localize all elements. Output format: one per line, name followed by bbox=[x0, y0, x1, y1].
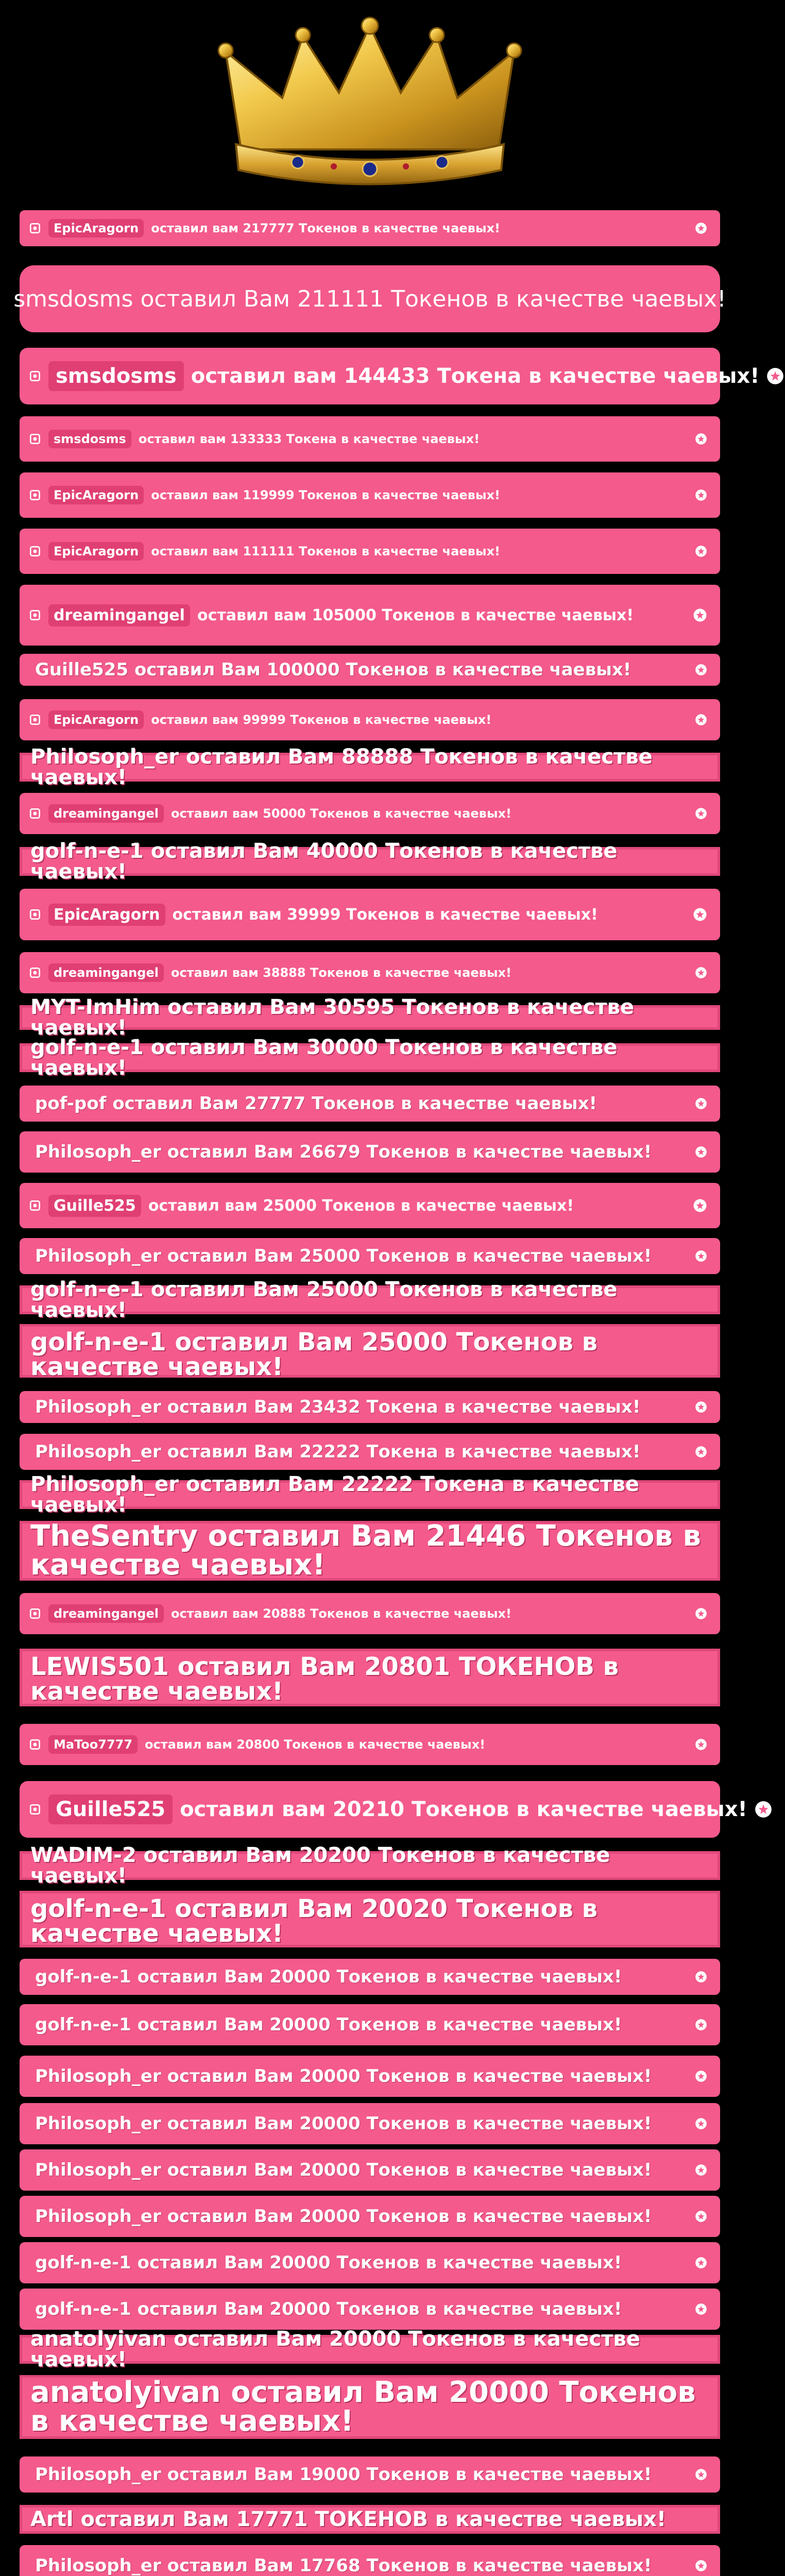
token-icon bbox=[29, 966, 42, 979]
tip-notification bbox=[20, 839, 720, 884]
tip-message: Artl оставил Вам 17771 ТОКЕНОВ в качестве чаевых! bbox=[30, 2507, 667, 2531]
tip-badge-icon bbox=[694, 222, 708, 235]
tip-message: оставил вам 20800 Токенов в качестве чаевых! bbox=[145, 1737, 486, 1752]
tip-notification bbox=[20, 1131, 720, 1173]
token-icon bbox=[29, 545, 42, 558]
tip-message: Guille525 оставил Вам 100000 Токенов в качестве чаевых! bbox=[35, 659, 632, 680]
token-icon bbox=[29, 222, 42, 235]
tip-badge-icon bbox=[754, 1800, 773, 1819]
tip-notification bbox=[20, 745, 720, 789]
token-icon bbox=[29, 807, 42, 820]
tip-message: Philosoph_er оставил Вам 25000 Токенов в качестве чаевых! bbox=[35, 1246, 652, 1266]
tip-notification bbox=[20, 995, 720, 1040]
tip-message: Philosoph_er оставил Вам 23432 Токена в качестве чаевых! bbox=[35, 1397, 641, 1417]
username-chip[interactable]: smsdosms bbox=[48, 361, 184, 391]
tip-message: golf-n-e-1 оставил Вам 20000 Токенов в качестве чаевых! bbox=[35, 1967, 622, 1987]
username-chip[interactable]: dreamingangel bbox=[48, 604, 190, 626]
tip-notification bbox=[20, 529, 720, 574]
username-chip[interactable]: EpicAragorn bbox=[48, 219, 144, 238]
tip-notification bbox=[20, 2456, 720, 2493]
tip-notification bbox=[20, 889, 720, 940]
tip-notification bbox=[20, 1036, 720, 1080]
tip-notification bbox=[20, 2505, 720, 2534]
tip-badge-icon bbox=[694, 488, 708, 502]
tip-message: golf-n-e-1 оставил Вам 40000 Токенов в качестве чаевых! bbox=[30, 839, 618, 884]
tip-notification bbox=[20, 2289, 720, 2330]
tip-notification bbox=[20, 952, 720, 993]
tip-message: WADIM-2 оставил Вам 20200 Токенов в качестве чаевых! bbox=[30, 1843, 610, 1888]
tip-notification bbox=[20, 1781, 747, 1838]
tip-badge-icon bbox=[692, 1198, 708, 1213]
tip-notification bbox=[20, 1649, 720, 1706]
tip-message: golf-n-e-1 оставил Вам 30000 Токенов в качестве чаевых! bbox=[30, 1036, 618, 1080]
tip-badge-icon bbox=[765, 366, 785, 386]
tip-badge-icon bbox=[694, 2256, 708, 2269]
tip-message: Philosoph_er оставил Вам 20000 Токенов в качестве чаевых! bbox=[35, 2113, 652, 2134]
token-icon bbox=[29, 432, 42, 446]
tip-badge-icon bbox=[692, 907, 708, 922]
tip-notification bbox=[20, 1472, 720, 1517]
tip-notification bbox=[20, 1521, 720, 1581]
tip-message: оставил вам 105000 Токенов в качестве чаевых! bbox=[197, 606, 634, 624]
tip-notification bbox=[20, 1238, 720, 1274]
tip-badge-icon bbox=[694, 545, 708, 558]
tip-badge-icon bbox=[694, 663, 708, 676]
tip-notification bbox=[20, 1724, 720, 1765]
token-icon bbox=[29, 1199, 42, 1212]
tip-notification bbox=[20, 210, 720, 246]
tip-message: Philosoph_er оставил Вам 22222 Токена в качестве чаевых! bbox=[35, 1442, 641, 1462]
tip-notification bbox=[20, 2149, 720, 2191]
tip-notification bbox=[20, 654, 720, 686]
tip-message: Philosoph_er оставил Вам 19000 Токенов в качестве чаевых! bbox=[35, 2464, 652, 2485]
tip-message: golf-n-e-1 оставил Вам 20000 Токенов в качестве чаевых! bbox=[35, 2252, 622, 2273]
tip-message: MYT-ImHim оставил Вам 30595 Токенов в качестве чаевых! bbox=[30, 995, 634, 1040]
tip-badge-icon bbox=[694, 2302, 708, 2316]
tip-message: golf-n-e-1 оставил Вам 20000 Токенов в качестве чаевых! bbox=[35, 2014, 622, 2035]
tip-message: оставил вам 25000 Токенов в качестве чаевых! bbox=[148, 1196, 574, 1215]
tip-badge-icon bbox=[694, 1738, 708, 1751]
tip-message: оставил вам 20210 Токенов в качестве чаевых! bbox=[180, 1798, 747, 1821]
tip-notification bbox=[20, 1891, 720, 1947]
tip-notification bbox=[20, 2545, 720, 2576]
tip-notification bbox=[20, 2196, 720, 2237]
tip-message: оставил вам 144433 Токена в качестве чаевых! bbox=[191, 364, 760, 388]
tip-message: Philosoph_er оставил Вам 17768 Токенов в качестве чаевых! bbox=[35, 2555, 652, 2576]
tip-notification bbox=[20, 1183, 720, 1228]
tip-notification bbox=[20, 2103, 720, 2144]
tip-notification bbox=[20, 2056, 720, 2097]
tip-notification bbox=[20, 2242, 720, 2283]
username-chip[interactable]: dreamingangel bbox=[48, 804, 164, 823]
token-icon bbox=[29, 908, 42, 921]
tip-message: оставил вам 39999 Токенов в качестве чаевых! bbox=[172, 905, 598, 924]
tip-message: Philosoph_er оставил Вам 20000 Токенов в качестве чаевых! bbox=[35, 2066, 652, 2087]
tip-badge-icon bbox=[694, 807, 708, 820]
tip-badge-icon bbox=[694, 2210, 708, 2223]
tip-notification bbox=[20, 793, 720, 834]
token-icon bbox=[29, 1803, 42, 1816]
tip-message: pof-pof оставил Вам 27777 Токенов в качестве чаевых! bbox=[35, 1093, 598, 1114]
tip-message: anatolyivan оставил Вам 20000 Токенов в качестве чаевых! bbox=[30, 2376, 696, 2438]
tip-badge-icon bbox=[694, 1097, 708, 1110]
tip-notification bbox=[20, 1959, 720, 1995]
tip-message: оставил вам 50000 Токенов в качестве чаевых! bbox=[170, 806, 511, 821]
tip-notification bbox=[20, 348, 760, 404]
tip-notification bbox=[13, 265, 726, 332]
username-chip[interactable]: Guille525 bbox=[48, 1195, 141, 1217]
tip-message: Philosoph_er оставил Вам 88888 Токенов в качестве чаевых! bbox=[30, 745, 653, 789]
username-chip[interactable]: dreamingangel bbox=[48, 963, 164, 982]
tip-notification bbox=[20, 1843, 720, 1888]
tip-message: golf-n-e-1 оставил Вам 20020 Токенов в качестве чаевых! bbox=[30, 1894, 598, 1948]
tip-notification bbox=[20, 2004, 720, 2045]
tip-badge-icon bbox=[694, 713, 708, 726]
username-chip[interactable]: Guille525 bbox=[48, 1794, 173, 1824]
tip-badge-icon bbox=[694, 966, 708, 979]
tip-message: Philosoph_er оставил Вам 20000 Токенов в качестве чаевых! bbox=[35, 2206, 652, 2227]
tip-badge-icon bbox=[694, 2070, 708, 2083]
tip-message: Philosoph_er оставил Вам 26679 Токенов в качестве чаевых! bbox=[35, 1142, 652, 1162]
tip-message: LEWIS501 оставил Вам 20801 ТОКЕНОВ в качестве чаевых! bbox=[30, 1652, 619, 1706]
token-icon bbox=[29, 608, 42, 622]
tip-message: Philosoph_er оставил Вам 20000 Токенов в качестве чаевых! bbox=[35, 2160, 652, 2180]
tip-message: оставил вам 133333 Токена в качестве чаевых! bbox=[138, 432, 480, 446]
tip-notification bbox=[20, 2375, 720, 2439]
tip-message: golf-n-e-1 оставил Вам 25000 Токенов в качестве чаевых! bbox=[30, 1328, 598, 1381]
tip-notification bbox=[20, 699, 720, 740]
tip-notification bbox=[20, 416, 720, 462]
tip-notification bbox=[20, 1593, 720, 1634]
tip-badge-icon bbox=[694, 1249, 708, 1263]
tip-notification bbox=[20, 2327, 720, 2371]
tip-notification bbox=[20, 1278, 720, 1322]
tip-badge-icon bbox=[694, 432, 708, 446]
tip-notification bbox=[20, 585, 720, 646]
tip-notification bbox=[20, 1324, 720, 1381]
token-icon bbox=[29, 713, 42, 726]
tip-notification bbox=[20, 1391, 720, 1423]
tip-badge-icon bbox=[694, 2018, 708, 2031]
username-chip[interactable]: dreamingangel bbox=[48, 1604, 164, 1623]
tip-badge-icon bbox=[694, 1445, 708, 1459]
tip-notification bbox=[20, 1434, 720, 1470]
username-chip[interactable]: EpicAragorn bbox=[48, 542, 144, 561]
tip-message: TheSentry оставил Вам 21446 Токенов в качестве чаевых! bbox=[30, 1519, 701, 1582]
username-chip[interactable]: MaToo7777 bbox=[48, 1735, 138, 1754]
tip-message: Philosoph_er оставил Вам 22222 Токена в качестве чаевых! bbox=[30, 1472, 639, 1517]
tip-badge-icon bbox=[694, 1607, 708, 1620]
tip-badge-icon bbox=[694, 1400, 708, 1414]
username-chip[interactable]: EpicAragorn bbox=[48, 904, 165, 926]
token-icon bbox=[29, 1738, 42, 1751]
tip-message: anatolyivan оставил Вам 20000 Токенов в качестве чаевых! bbox=[30, 2327, 640, 2371]
tip-badge-icon bbox=[694, 2559, 708, 2572]
tip-badge-icon bbox=[694, 2468, 708, 2481]
tip-message: golf-n-e-1 оставил Вам 20000 Токенов в качестве чаевых! bbox=[35, 2299, 622, 2319]
tip-message: smsdosms оставил Вам 211111 Токенов в качестве чаевых! bbox=[13, 285, 726, 312]
tip-badge-icon bbox=[694, 2163, 708, 2177]
token-icon bbox=[29, 369, 42, 383]
tip-badge-icon bbox=[694, 1970, 708, 1984]
token-icon bbox=[29, 488, 42, 502]
tip-message: оставил вам 99999 Токенов в качестве чаевых! bbox=[151, 713, 492, 727]
tip-message: оставил вам 38888 Токенов в качестве чаевых! bbox=[170, 965, 511, 980]
tip-badge-icon bbox=[694, 2117, 708, 2130]
tip-badge-icon bbox=[694, 1145, 708, 1159]
tip-badge-icon bbox=[692, 607, 708, 623]
tip-message: оставил вам 111111 Токенов в качестве чаевых! bbox=[151, 544, 500, 558]
tip-message: golf-n-e-1 оставил Вам 25000 Токенов в качестве чаевых! bbox=[30, 1278, 618, 1322]
tip-message: оставил вам 20888 Токенов в качестве чаевых! bbox=[170, 1606, 511, 1621]
username-chip[interactable]: EpicAragorn bbox=[48, 486, 144, 504]
tip-message: оставил вам 217777 Токенов в качестве чаевых! bbox=[151, 221, 500, 235]
tip-notification bbox=[20, 1086, 720, 1122]
tip-message: оставил вам 119999 Токенов в качестве чаевых! bbox=[151, 488, 500, 502]
tip-notification bbox=[20, 472, 720, 518]
username-chip[interactable]: EpicAragorn bbox=[48, 710, 144, 729]
token-icon bbox=[29, 1607, 42, 1620]
username-chip[interactable]: smsdosms bbox=[48, 430, 131, 448]
